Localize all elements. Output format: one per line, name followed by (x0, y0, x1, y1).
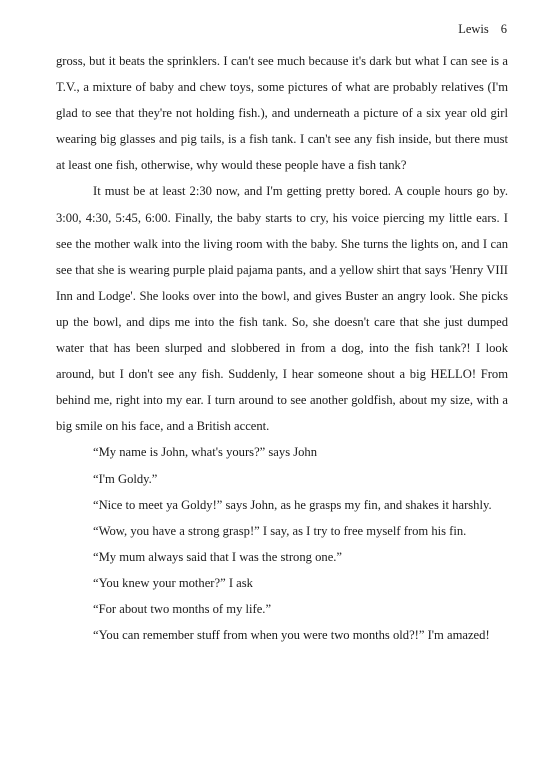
text-line: Inn and Lodge'. She looks over into the bowl, and gives Buster an angry look. She picks (56, 288, 508, 303)
dialogue-line: “You knew your mother?” I ask (93, 575, 253, 590)
text-line: around, but I don't see any fish. Suddenly, I hear someone shout a big HELLO! From (56, 367, 508, 382)
text-line: gross, but it beats the sprinklers. I can't see much because it's dark but what I can see is a (56, 54, 508, 68)
text-line: wearing big glasses and pig tails, is a fish tank. I can't see any fish inside, but there must (56, 132, 508, 147)
running-header (458, 21, 507, 37)
text-line: up the bowl, and dips me into the fish tank. So, she doesn't care that she just dumped (56, 314, 508, 329)
dialogue-line: “My mum always said that I was the strong one.” (93, 549, 343, 564)
text-line: water that has been slurped and slobbered in from a dog, into the fish tank?! I look (56, 341, 508, 356)
text-line: T.V., a mixture of baby and chew toys, some pictures of what are probably relatives (I'm (56, 80, 508, 95)
text-line: at least one fish, otherwise, why would these people have a fish tank? (56, 158, 407, 173)
dialogue-line: “My name is John, what's yours?” says John (93, 445, 318, 460)
text-line: 3:00, 4:30, 5:45, 6:00. Finally, the baby starts to cry, his voice piercing my little ears. I (56, 210, 508, 225)
dialogue-line: “Wow, you have a strong grasp!” I say, as I try to free myself from his fin. (93, 523, 467, 538)
header-page-number: 6 (500, 22, 507, 36)
text-line: big smile on his face, and a British accent. (56, 419, 270, 434)
text-line: behind me, right into my ear. I turn around to see another goldfish, about my size, with a (56, 393, 508, 408)
dialogue-line: “You can remember stuff from when you were two months old?!” I'm amazed! (93, 628, 490, 643)
paragraph-first-line: It must be at least 2:30 now, and I'm getting pretty bored. A couple hours go by. (93, 184, 508, 199)
dialogue-line: “For about two months of my life.” (93, 601, 272, 616)
header-author: Lewis (458, 22, 489, 36)
text-line: see that she is wearing purple plaid pajama pants, and a yellow shirt that says 'Henry VIII (56, 262, 508, 277)
document-body (56, 53, 508, 653)
dialogue-line: “Nice to meet ya Goldy!” says John, as he grasps my fin, and shakes it harshly. (93, 497, 492, 512)
dialogue-line: “I'm Goldy.” (93, 471, 158, 486)
text-line: see the mother walk into the living room with the baby. She turns the lights on, and I can (56, 236, 508, 251)
text-line: glad to see that they're not holding fish.), and underneath a picture of a six year old girl (56, 106, 508, 121)
